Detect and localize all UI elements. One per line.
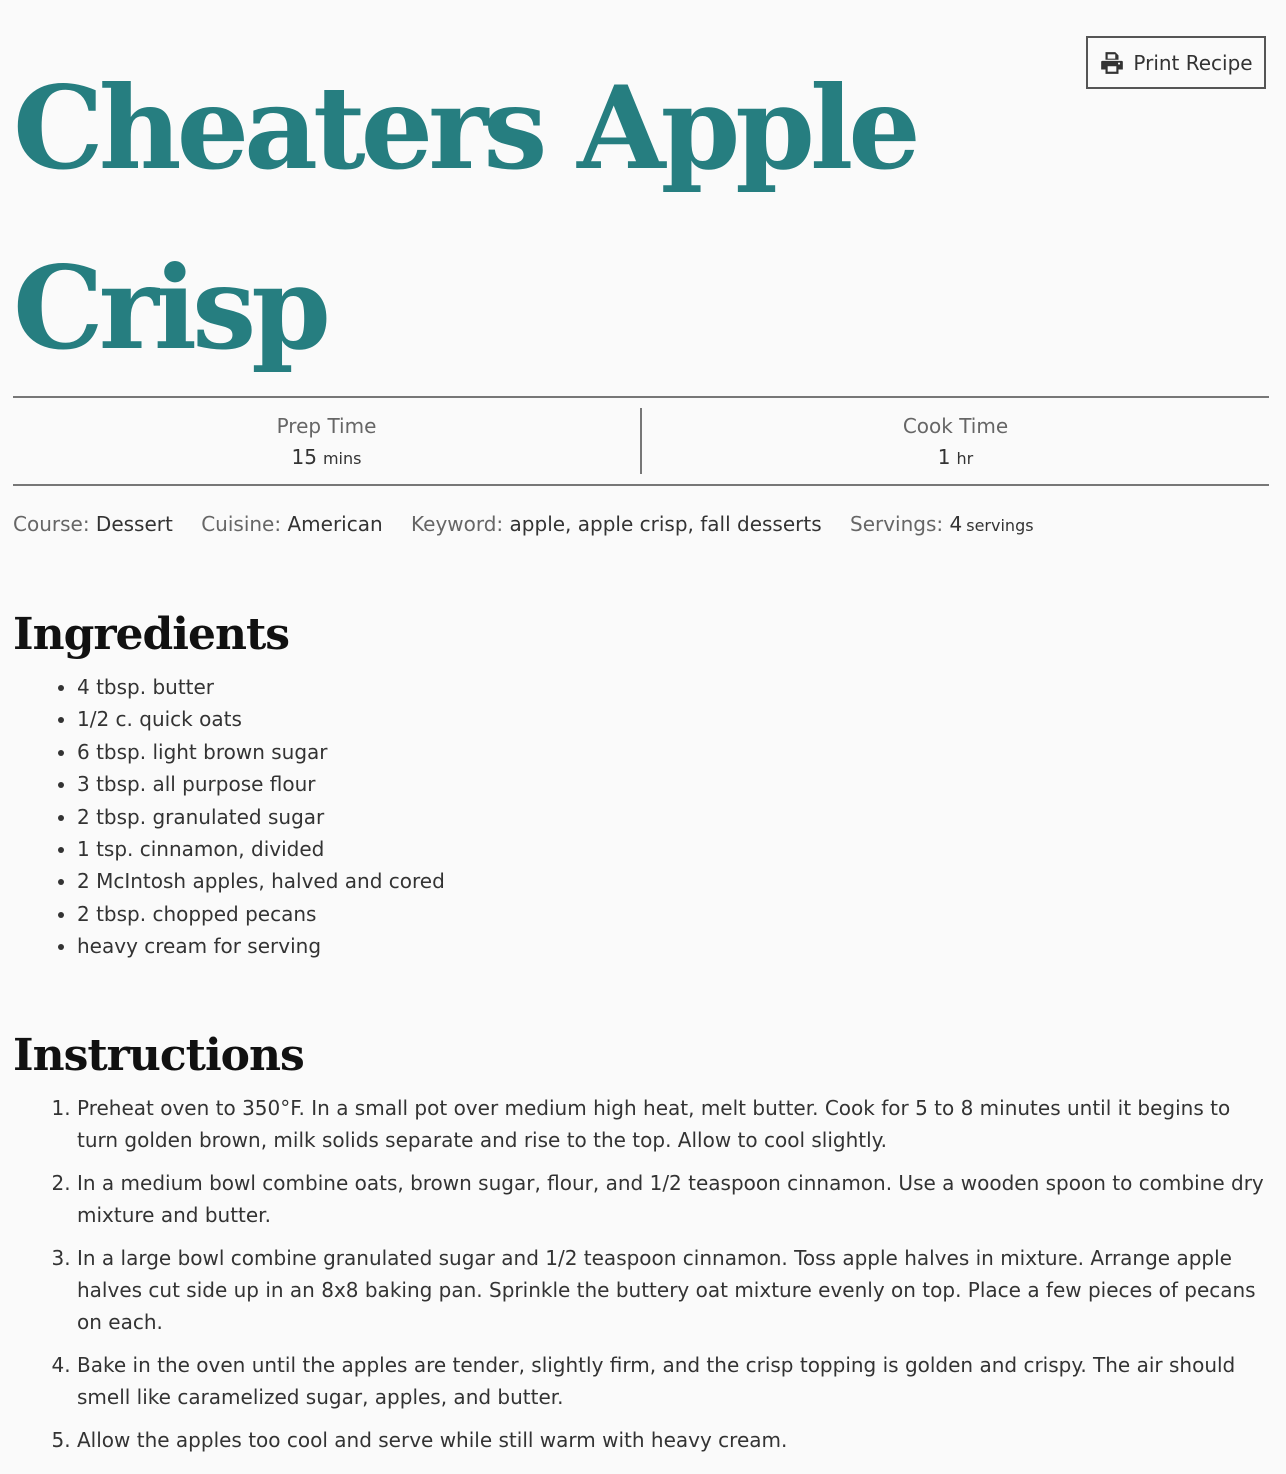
meta-cuisine bbox=[201, 512, 389, 536]
meta-course bbox=[13, 512, 179, 536]
ingredients-heading: Ingredients bbox=[13, 609, 290, 660]
recipe-meta bbox=[13, 508, 1269, 542]
meta-servings-unit: servings bbox=[966, 516, 1034, 535]
cook-time-label: Cook Time bbox=[902, 414, 1009, 438]
meta-servings-label: Servings: bbox=[850, 512, 944, 536]
meta-course-label: Course: bbox=[13, 512, 90, 536]
instructions-heading: Instructions bbox=[13, 1030, 304, 1081]
meta-cuisine-label: Cuisine: bbox=[201, 512, 282, 536]
prep-time-label: Prep Time bbox=[276, 414, 377, 438]
prep-time-unit: mins bbox=[322, 449, 362, 468]
ingredient-item: • 2 tbsp. chopped pecans bbox=[77, 898, 445, 930]
meta-servings-value: 4 bbox=[949, 512, 963, 536]
ingredient-item: • 1 tsp. cinnamon, divided bbox=[77, 833, 445, 865]
meta-servings bbox=[850, 512, 1034, 536]
cook-time-value: 1 bbox=[937, 445, 951, 469]
instruction-step: 2. In a medium bowl combine oats, brown sugar, flour, and 1/2 teaspoon cinnamon. Use a wooden spoon to combine dry mixture and butter. bbox=[77, 1167, 1269, 1231]
instruction-step: 1. Preheat oven to 350°F. In a small pot over medium high heat, melt butter. Cook for 5 to 8 minutes until it begins to turn golden brown, milk solids separate and rise to the top. Allow to cool slightly. bbox=[77, 1092, 1269, 1156]
meta-keyword-label: Keyword: bbox=[411, 512, 504, 536]
cook-time-value-row bbox=[642, 440, 1269, 476]
recipe-title: Cheaters Apple Crisp bbox=[13, 61, 916, 375]
meta-keyword bbox=[411, 512, 828, 536]
prep-time bbox=[13, 398, 640, 484]
recipe-times bbox=[13, 396, 1269, 486]
instruction-step: 4. Bake in the oven until the apples are tender, slightly firm, and the crisp topping is golden and crispy. The air should smell like caramelized sugar, apples, and butter. bbox=[77, 1349, 1269, 1413]
ingredient-item: • heavy cream for serving bbox=[77, 930, 445, 962]
instructions-list bbox=[13, 1092, 1269, 1467]
cook-time-unit: hr bbox=[956, 449, 974, 468]
prep-time-value: 15 bbox=[291, 445, 317, 469]
meta-cuisine-value: American bbox=[287, 512, 383, 536]
ingredient-item: • 4 tbsp. butter bbox=[77, 671, 445, 703]
print-recipe-label: Print Recipe bbox=[1133, 50, 1253, 75]
ingredient-item: • 6 tbsp. light brown sugar bbox=[77, 736, 445, 768]
print-recipe-button[interactable] bbox=[1086, 36, 1266, 89]
meta-keyword-value: apple, apple crisp, fall desserts bbox=[509, 512, 822, 536]
ingredient-item: • 2 McIntosh apples, halved and cored bbox=[77, 865, 445, 897]
ingredients-list bbox=[13, 671, 445, 963]
printer-icon bbox=[1099, 50, 1125, 76]
instruction-step: 3. In a large bowl combine granulated sugar and 1/2 teaspoon cinnamon. Toss apple halves in mixture. Arrange apple halves cut side up in an 8x8 baking pan. Sprinkle the buttery oat mixture evenly on top. Place a few pieces of pecans on each. bbox=[77, 1242, 1269, 1338]
ingredient-item: • 3 tbsp. all purpose flour bbox=[77, 768, 445, 800]
instruction-step: 5. Allow the apples too cool and serve while still warm with heavy cream. bbox=[77, 1424, 1269, 1456]
prep-time-value-row bbox=[13, 440, 640, 476]
ingredient-item: • 1/2 c. quick oats bbox=[77, 703, 445, 735]
meta-course-value: Dessert bbox=[95, 512, 173, 536]
ingredient-item: • 2 tbsp. granulated sugar bbox=[77, 801, 445, 833]
cook-time bbox=[640, 408, 1269, 474]
